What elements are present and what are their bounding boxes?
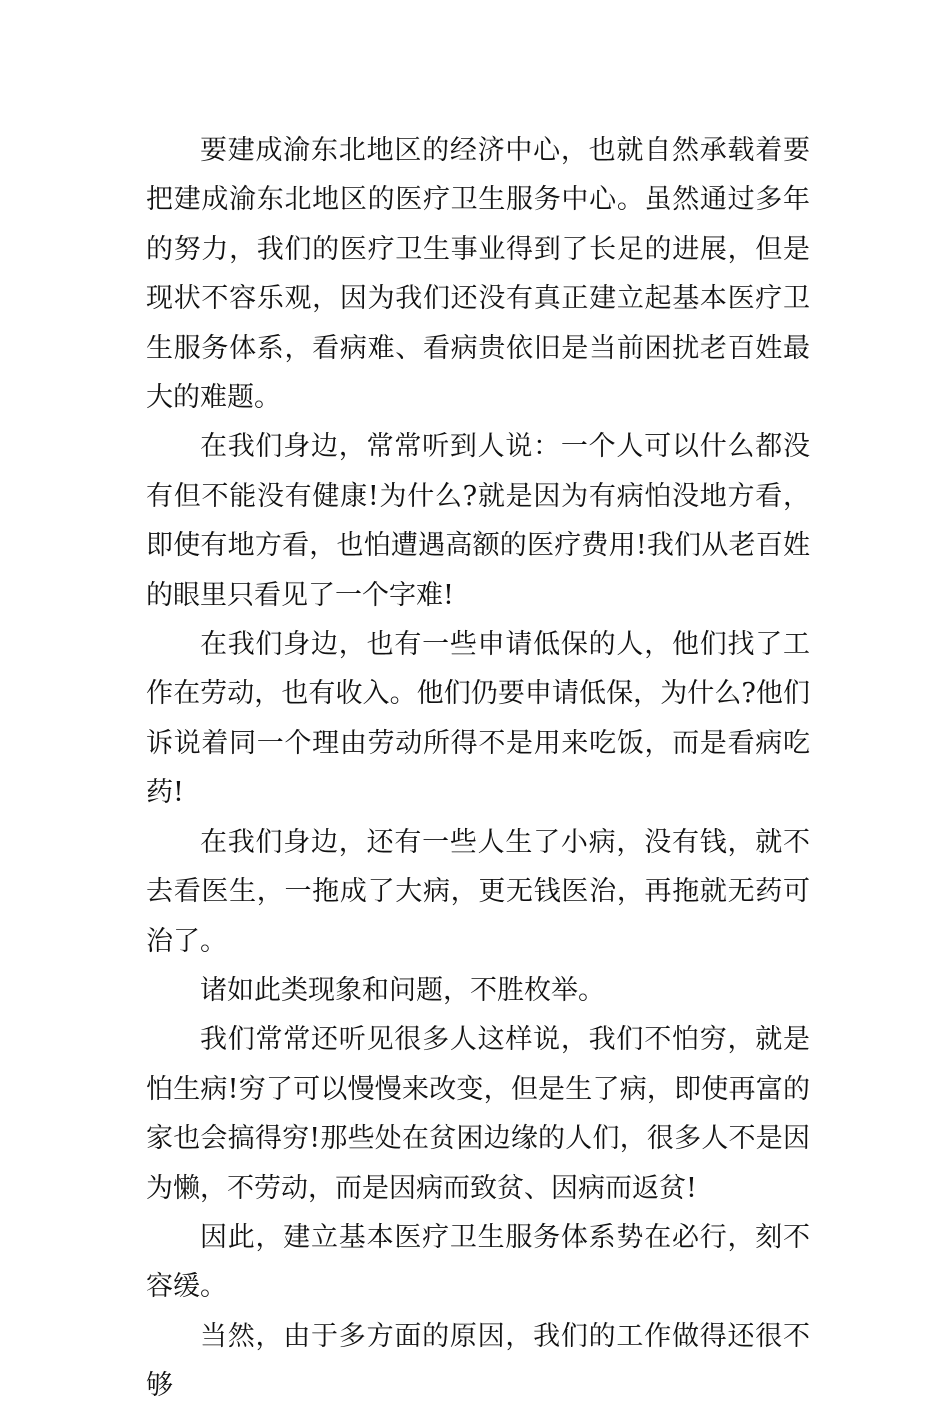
paragraph-6: 我们常常还听见很多人这样说，我们不怕穷，就是怕生病!穷了可以慢慢来改变，但是生了病，即使再富的家也会搞得穷!那些处在贫困边缘的人们，很多人不是因为懒，不劳动，而是因病而致贫、因病而返贫! (146, 1024, 810, 1204)
paragraph-2: 在我们身边，常常听到人说：一个人可以什么都没有但不能没有健康!为什么?就是因为有病怕没地方看，即使有地方看，也怕遭遇高额的医疗费用!我们从老百姓的眼里只看见了一个字难! (146, 431, 810, 611)
paragraph-1: 要建成渝东北地区的经济中心，也就自然承载着要把建成渝东北地区的医疗卫生服务中心。虽然通过多年的努力，我们的医疗卫生事业得到了长足的进展，但是现状不容乐观，因为我们还没有真正建立起基本医疗卫生服务体系，看病难、看病贵依旧是当前困扰老百姓最大的难题。 (146, 135, 810, 414)
paragraph-3: 在我们身边，也有一些申请低保的人，他们找了工作在劳动，也有收入。他们仍要申请低保，为什么?他们诉说着同一个理由劳动所得不是用来吃饭，而是看病吃药! (146, 629, 810, 809)
paragraph-4: 在我们身边，还有一些人生了小病，没有钱，就不去看医生，一拖成了大病，更无钱医治，再拖就无药可治了。 (146, 826, 810, 957)
paragraph-8: 当然，由于多方面的原因，我们的工作做得还很不够 (146, 1320, 810, 1402)
paragraph-7: 因此，建立基本医疗卫生服务体系势在必行，刻不容缓。 (146, 1221, 810, 1303)
paragraph-5: 诸如此类现象和问题，不胜枚举。 (200, 974, 605, 1006)
document-page (146, 126, 810, 1411)
